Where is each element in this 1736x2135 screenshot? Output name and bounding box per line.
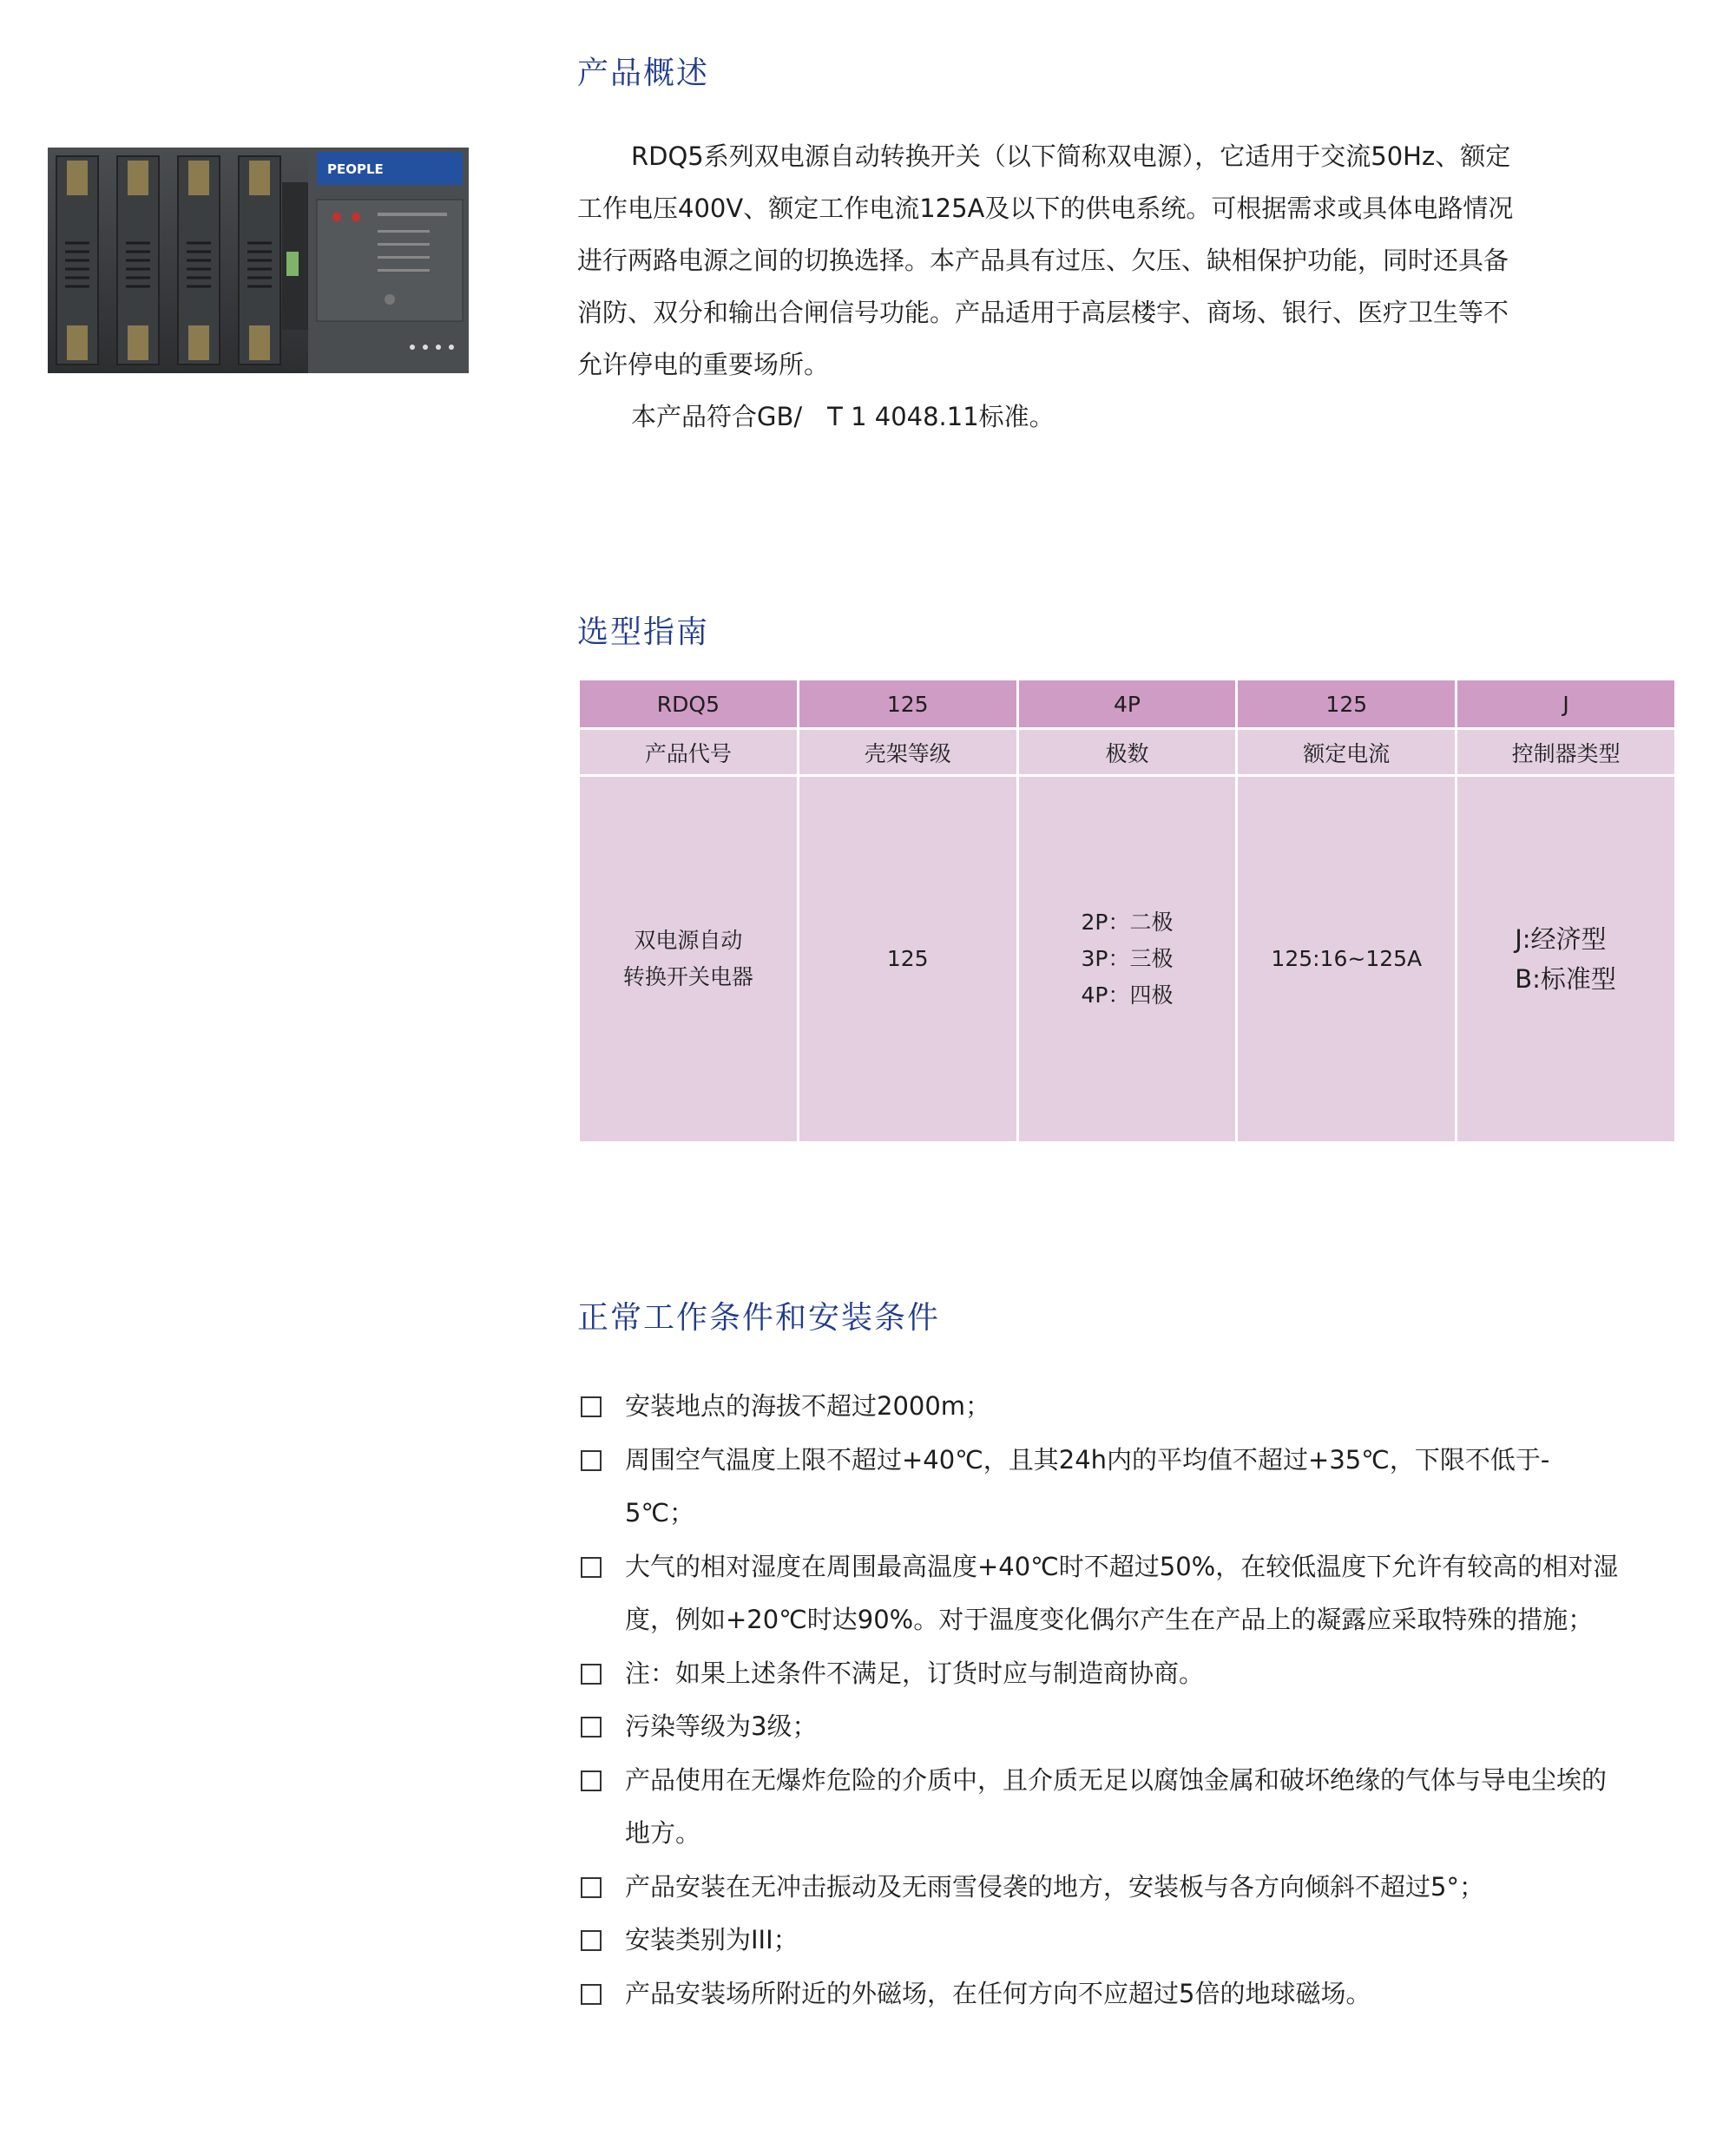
code-cell: 125 (1238, 680, 1455, 730)
code-cell: 4P (1019, 680, 1236, 730)
checkbox-icon (581, 1770, 602, 1791)
checkbox-icon (581, 1557, 602, 1578)
list-item: 大气的相对湿度在周围最高温度+40℃时不超过50%，在较低温度下允许有较高的相对湿度，例如+20℃时达90%。对于温度变化偶尔产生在产品上的凝露应采取特殊的措施； (577, 1540, 1619, 1647)
desc-line: B:标准型 (1515, 964, 1616, 994)
list-item: 注：如果上述条件不满足，订货时应与制造商协商。 (577, 1647, 1619, 1701)
header-cell: 额定电流 (1238, 730, 1455, 777)
product-image (48, 148, 469, 373)
desc-line: 转换开关电器 (622, 964, 753, 989)
overview-line: 工作电压400V、额定工作电流125A及以下的供电系统。可根据需求或具体电路情况 (577, 194, 1514, 223)
checkbox-icon (581, 1450, 602, 1471)
checkbox-icon (581, 1877, 602, 1898)
overview-line: RDQ5系列双电源自动转换开关（以下简称双电源），它适用于交流50Hz、额定 (631, 141, 1511, 171)
checkbox-icon (581, 1717, 602, 1738)
overview-line: 允许停电的重要场所。 (577, 350, 830, 379)
code-row (580, 680, 1674, 730)
checkbox-icon (581, 1930, 602, 1951)
selection-table (577, 680, 1677, 1141)
brand-label: PEOPLE (327, 161, 384, 177)
conditions-list (577, 1380, 1619, 2020)
overview-line: 消防、双分和输出合闸信号功能。产品适用于高层楼宇、商场、银行、医疗卫生等不 (577, 298, 1509, 327)
list-item: 周围空气温度上限不超过+40℃，且其24h内的平均值不超过+35℃，下限不低于- 5℃； (577, 1434, 1619, 1540)
selection-title: 选型指南 (577, 614, 710, 650)
list-item: 产品安装在无冲击振动及无雨雪侵袭的地方，安装板与各方向倾斜不超过5°； (577, 1861, 1619, 1915)
code-cell: 125 (799, 680, 1016, 730)
code-cell: RDQ5 (580, 680, 797, 730)
overview-title: 产品概述 (577, 56, 710, 91)
desc-line: 2P：二极 (1081, 910, 1174, 935)
product-desc-cell (580, 777, 797, 1141)
current-desc-cell: 125:16~125A (1238, 777, 1455, 1141)
code-cell: J (1457, 680, 1674, 730)
header-cell: 控制器类型 (1457, 730, 1674, 777)
standard-line: 本产品符合GB/ T 1 4048.11标准。 (631, 402, 1055, 431)
list-item: 产品使用在无爆炸危险的介质中，且介质无足以腐蚀金属和破坏绝缘的气体与导电尘埃的地方。 (577, 1754, 1619, 1861)
header-cell: 产品代号 (580, 730, 797, 777)
list-item: 安装类别为III； (577, 1914, 1619, 1967)
frame-desc-cell: 125 (799, 777, 1016, 1141)
desc-line: 3P：三极 (1081, 946, 1174, 971)
conditions-title: 正常工作条件和安装条件 (577, 1300, 941, 1336)
list-item: 安装地点的海拔不超过2000m； (577, 1380, 1619, 1434)
controller-desc-cell (1457, 777, 1674, 1141)
desc-line: 4P：四极 (1081, 982, 1174, 1008)
list-item: 产品安装场所附近的外磁场，在任何方向不应超过5倍的地球磁场。 (577, 1967, 1619, 2021)
header-row (580, 730, 1674, 777)
description-row (580, 777, 1674, 1141)
header-cell: 极数 (1019, 730, 1236, 777)
desc-line: J:经济型 (1515, 924, 1607, 954)
poles-desc-cell (1019, 777, 1236, 1141)
overview-line: 进行两路电源之间的切换选择。本产品具有过压、欠压、缺相保护功能，同时还具备 (577, 246, 1509, 275)
checkbox-icon (581, 1664, 602, 1685)
list-item: 污染等级为3级； (577, 1700, 1619, 1754)
desc-line: 双电源自动 (634, 928, 743, 953)
checkbox-icon (581, 1396, 602, 1417)
checkbox-icon (581, 1984, 602, 2005)
header-cell: 壳架等级 (799, 730, 1016, 777)
overview-text (577, 130, 1601, 443)
